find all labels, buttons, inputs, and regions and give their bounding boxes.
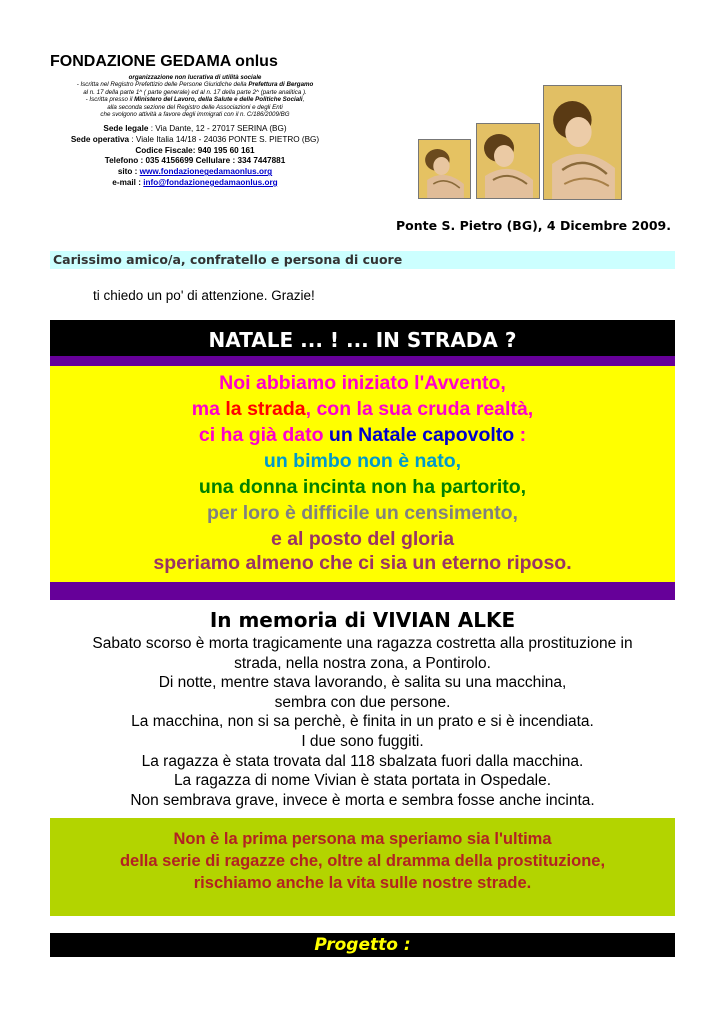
progetto-heading: Progetto : <box>314 935 411 955</box>
poem-line <box>50 476 675 499</box>
highlight-line: rischiamo anche la vita sulle nostre strade. <box>193 874 532 892</box>
poem-line <box>50 398 675 421</box>
sede-operativa: Sede operativa : Viale Italia 14/18 - 24036 PONTE S. PIETRO (BG) <box>70 134 320 144</box>
poem-segment: : <box>514 424 527 446</box>
registration-line-3: - Iscritta presso il Ministero del Lavoro, della Salute e delle Politiche Sociali, <box>85 96 305 104</box>
poem-line <box>50 372 675 395</box>
memoria-line: sembra con due persone. <box>274 693 451 711</box>
org-title: FONDAZIONE GEDAMA onlus <box>50 53 278 70</box>
intro-text: ti chiedo un po' di attenzione. Grazie! <box>93 288 315 303</box>
poem-segment: una donna incinta non ha partorito, <box>198 476 527 498</box>
natale-purple-stripe-bottom <box>50 582 675 600</box>
telefono: Telefono : 035 4156699 Cellulare : 334 7447881 <box>104 156 286 166</box>
memoria-line: La ragazza è stata trovata dal 118 sbalzata fuori dalla macchina. <box>141 752 584 770</box>
poem-segment: per loro è difficile un censimento, <box>207 502 518 524</box>
email-link[interactable]: info@fondazionegedamaonlus.org <box>143 177 278 187</box>
date-line: Ponte S. Pietro (BG), 4 Dicembre 2009. <box>396 218 671 233</box>
org-tagline: organizzazione non lucrativa di utilità sociale <box>128 74 262 81</box>
poem-segment: e al posto del gloria <box>270 528 455 550</box>
memoria-line: strada, nella nostra zona, a Pontirolo. <box>234 654 491 672</box>
highlight-line: Non è la prima persona ma speriamo sia l'ultima <box>173 830 552 848</box>
org-contacts <box>50 124 340 189</box>
website-link[interactable]: www.fondazionegedamaonlus.org <box>139 167 273 177</box>
memoria-line: La ragazza di nome Vivian è stata portata in Ospedale. <box>173 772 552 790</box>
natale-purple-stripe-top <box>50 356 675 366</box>
memoria-line: I due sono fuggiti. <box>301 732 424 750</box>
sito-line: sito : www.fondazionegedamaonlus.org <box>117 167 273 177</box>
poem-segment: speriamo almeno che ci sia un eterno riposo. <box>153 552 572 574</box>
poem-segment: , con la sua cruda realtà, <box>305 398 534 420</box>
painting-medium-image <box>476 123 540 199</box>
codice-fiscale: Codice Fiscale: 940 195 60 161 <box>135 145 255 155</box>
registration-line-4: alla seconda sezione del Registro delle Associazioni e degli Enti <box>107 103 283 111</box>
memoria-paragraph <box>50 634 675 810</box>
poem-segment: la strada <box>225 398 306 420</box>
poem-line <box>50 552 675 575</box>
painting-large-image <box>543 85 622 200</box>
memoria-line: La macchina, non si sa perchè, è finita in un prato e si è incendiata. <box>131 713 594 731</box>
poem-line <box>50 424 675 447</box>
painting-small-image <box>418 139 471 199</box>
natale-title: NATALE ... ! ... IN STRADA ? <box>208 328 517 352</box>
registration-line-1: - Iscritta nel Registro Prefettizio delle Persone Giuridiche della Prefettura di Bergamo <box>76 81 314 89</box>
memoria-line: Di notte, mentre stava lavorando, è salita su una macchina, <box>158 674 567 692</box>
email-line: e-mail : info@fondazionegedamaonlus.org <box>112 177 278 187</box>
memoria-line: Sabato scorso è morta tragicamente una ragazza costretta alla prostituzione in <box>92 635 633 652</box>
poem-line <box>50 528 675 551</box>
highlight-line: della serie di ragazze che, oltre al dramma della prostituzione, <box>119 852 606 870</box>
org-registration-info <box>50 74 340 118</box>
poem-line <box>50 450 675 473</box>
poem-segment: un Natale capovolto <box>328 424 515 446</box>
highlight-text <box>50 828 675 894</box>
poem-segment: Noi abbiamo iniziato l'Avvento, <box>219 372 506 394</box>
registration-line-2: al n. 17 della parte 1^ ( parte generale) ed al n. 17 della parte 2^ (parte analitica ). <box>83 88 307 96</box>
poem-line <box>50 502 675 525</box>
poem-segment: ma <box>191 398 226 420</box>
poem-segment: un bimbo non è nato, <box>263 450 462 472</box>
registration-line-5: che svolgono attività a favore degli immigrati con il n. C/186/2009/BG <box>100 111 290 119</box>
poem-segment: ci ha già dato <box>198 424 329 446</box>
greeting-text: Carissimo amico/a, confratello e persona di cuore <box>53 252 403 267</box>
memoria-title: In memoria di VIVIAN ALKE <box>209 608 516 632</box>
sede-legale: Sede legale : Via Dante, 12 - 27017 SERINA (BG) <box>103 124 287 133</box>
memoria-line: Non sembrava grave, invece è morta e sembra fosse anche incinta. <box>130 791 595 809</box>
